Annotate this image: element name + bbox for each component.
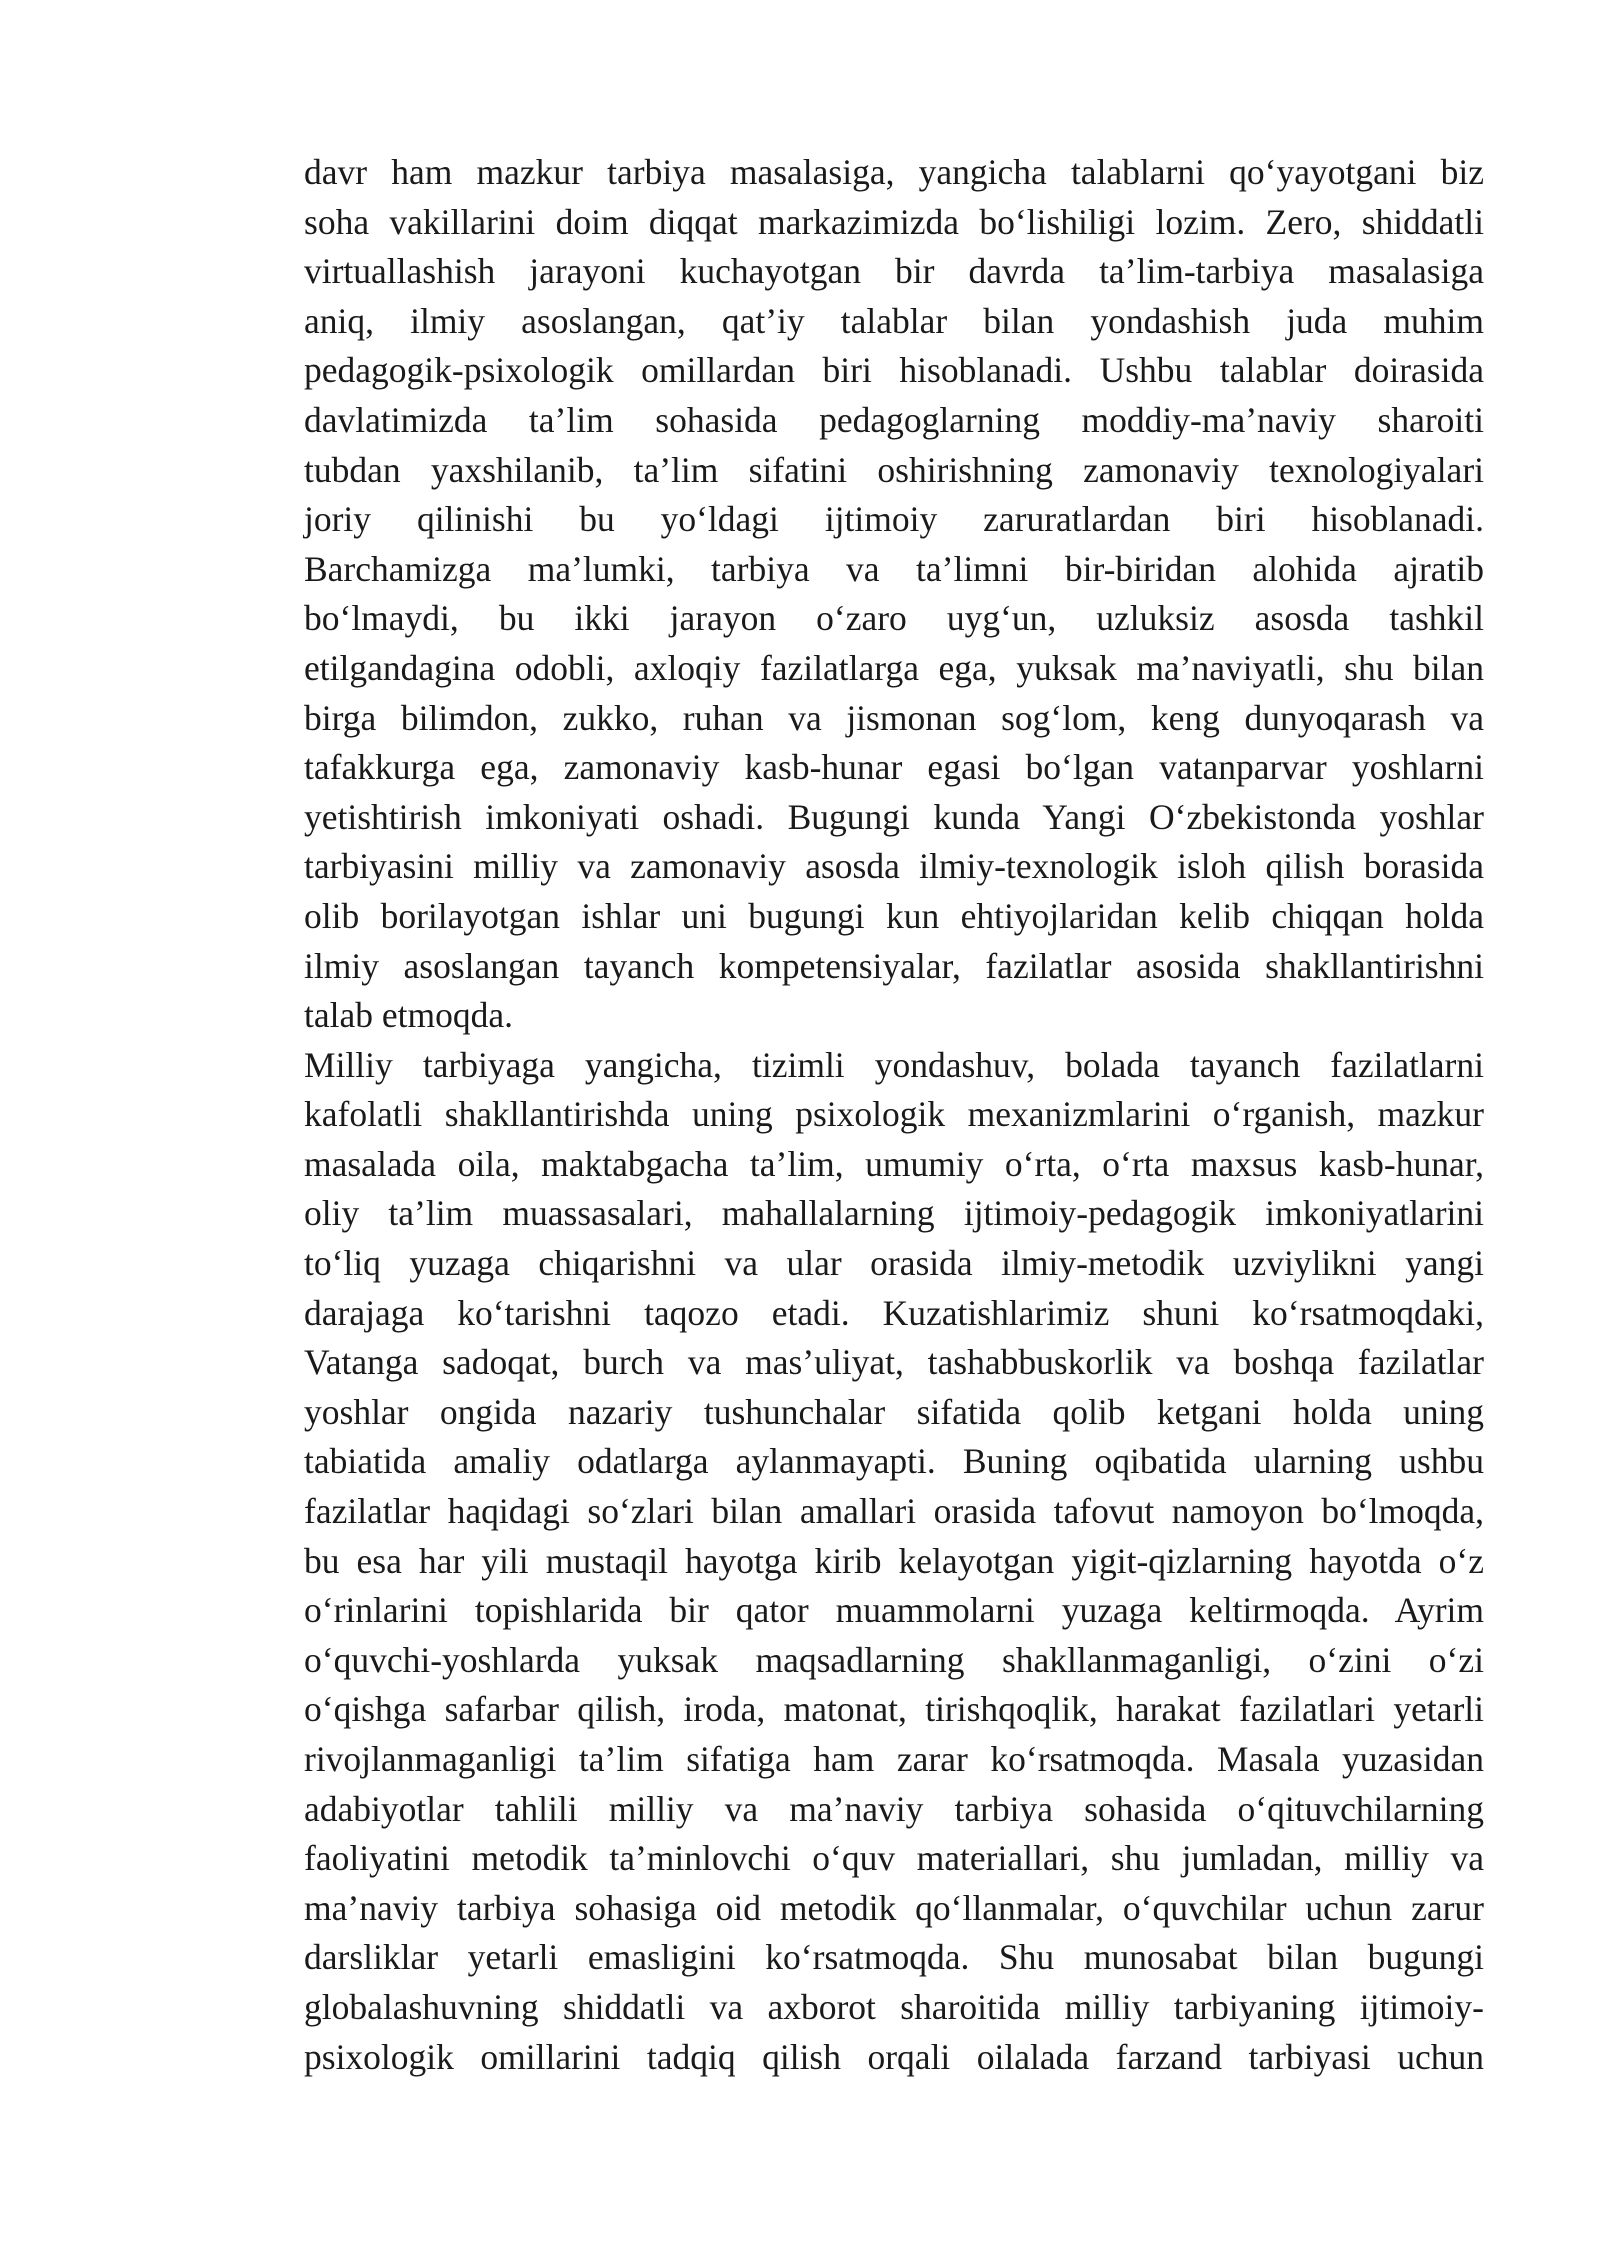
text-line: kafolatli shakllantirishda uning psixologik mexanizmlarini o‘rganish, mazkur: [304, 1094, 1484, 1135]
text-line: aniq, ilmiy asoslangan, qat’iy talablar bilan yondashish juda muhim: [304, 300, 1484, 341]
text-line: ilmiy asoslangan tayanch kompetensiyalar, fazilatlar asosida shakllantirishni: [304, 945, 1484, 986]
text-line: davr ham mazkur tarbiya masalasiga, yangicha talablarni qo‘yayotgani biz: [304, 152, 1484, 192]
text-line: yoshlar ongida nazariy tushunchalar sifatida qolib ketgani holda uning: [304, 1391, 1484, 1432]
text-line: birga bilimdon, zukko, ruhan va jismonan sog‘lom, keng dunyoqarash va: [304, 697, 1484, 738]
text-line: yetishtirish imkoniyati oshadi. Bugungi kunda Yangi O‘zbekistonda yoshlar: [304, 796, 1484, 837]
text-line: pedagogik-psixologik omillardan biri hisoblanadi. Ushbu talablar doirasida: [304, 350, 1484, 391]
text-line: to‘liq yuzaga chiqarishni va ular orasida ilmiy-metodik uzviylikni yangi: [304, 1243, 1484, 1284]
text-line: talab etmoqda.: [304, 995, 513, 1036]
text-line: globalashuvning shiddatli va axborot sharoitida milliy tarbiyaning ijtimoiy-: [304, 1986, 1484, 2027]
text-line: Milliy tarbiyaga yangicha, tizimli yondashuv, bolada tayanch fazilatlarni: [304, 1044, 1484, 1085]
text-line: davlatimizda ta’lim sohasida pedagoglarning moddiy-ma’naviy sharoiti: [304, 399, 1484, 440]
text-line: o‘qishga safarbar qilish, iroda, matonat, tirishqoqlik, harakat fazilatlari yetarli: [304, 1689, 1484, 1730]
body-text: [304, 148, 1484, 2082]
text-line: darsliklar yetarli emasligini ko‘rsatmoqda. Shu munosabat bilan bugungi: [304, 1937, 1484, 1978]
text-line: o‘rinlarini topishlarida bir qator muammolarni yuzaga keltirmoqda. Ayrim: [304, 1590, 1484, 1631]
text-line: darajaga ko‘tarishni taqozo etadi. Kuzatishlarimiz shuni ko‘rsatmoqdaki,: [304, 1292, 1484, 1333]
text-line: soha vakillarini doim diqqat markazimizda bo‘lishiligi lozim. Zero, shiddatli: [304, 201, 1484, 242]
text-line: bo‘lmaydi, bu ikki jarayon o‘zaro uyg‘un, uzluksiz asosda tashkil: [304, 598, 1484, 639]
text-line: joriy qilinishi bu yo‘ldagi ijtimoiy zaruratlardan biri hisoblanadi.: [304, 499, 1484, 540]
text-line: o‘quvchi-yoshlarda yuksak maqsadlarning shakllanmaganligi, o‘zini o‘zi: [304, 1639, 1484, 1680]
text-line: tabiatida amaliy odatlarga aylanmayapti. Buning oqibatida ularning ushbu: [304, 1441, 1484, 1482]
text-line: etilgandagina odobli, axloqiy fazilatlarga ega, yuksak ma’naviyatli, shu bilan: [304, 647, 1484, 688]
text-line: oliy ta’lim muassasalari, mahallalarning ijtimoiy-pedagogik imkoniyatlarini: [304, 1193, 1484, 1234]
text-line: Barchamizga ma’lumki, tarbiya va ta’limni bir-biridan alohida ajratib: [304, 548, 1484, 589]
text-line: faoliyatini metodik ta’minlovchi o‘quv materiallari, shu jumladan, milliy va: [304, 1838, 1484, 1879]
text-line: bu esa har yili mustaqil hayotga kirib kelayotgan yigit-qizlarning hayotda o‘z: [304, 1540, 1484, 1581]
text-line: olib borilayotgan ishlar uni bugungi kun ehtiyojlaridan kelib chiqqan holda: [304, 895, 1484, 936]
text-line: fazilatlar haqidagi so‘zlari bilan amallari orasida tafovut namoyon bo‘lmoqda,: [304, 1491, 1484, 1532]
text-line: psixologik omillarini tadqiq qilish orqali oilalada farzand tarbiyasi uchun: [304, 2036, 1484, 2077]
text-line: ma’naviy tarbiya sohasiga oid metodik qo‘llanmalar, o‘quvchilar uchun zarur: [304, 1887, 1484, 1928]
text-line: tafakkurga ega, zamonaviy kasb-hunar egasi bo‘lgan vatanparvar yoshlarni: [304, 747, 1484, 788]
text-line: Vatanga sadoqat, burch va mas’uliyat, tashabbuskorlik va boshqa fazilatlar: [304, 1342, 1484, 1383]
text-line: tubdan yaxshilanib, ta’lim sifatini oshirishning zamonaviy texnologiyalari: [304, 449, 1484, 490]
text-line: adabiyotlar tahlili milliy va ma’naviy tarbiya sohasida o‘qituvchilarning: [304, 1788, 1484, 1829]
text-line: tarbiyasini milliy va zamonaviy asosda ilmiy-texnologik isloh qilish borasida: [304, 846, 1484, 887]
text-line: masalada oila, maktabgacha ta’lim, umumiy o‘rta, o‘rta maxsus kasb-hunar,: [304, 1143, 1484, 1184]
text-line: virtuallashish jarayoni kuchayotgan bir davrda ta’lim-tarbiya masalasiga: [304, 251, 1484, 292]
text-line: rivojlanmaganligi ta’lim sifatiga ham zarar ko‘rsatmoqda. Masala yuzasidan: [304, 1739, 1484, 1779]
